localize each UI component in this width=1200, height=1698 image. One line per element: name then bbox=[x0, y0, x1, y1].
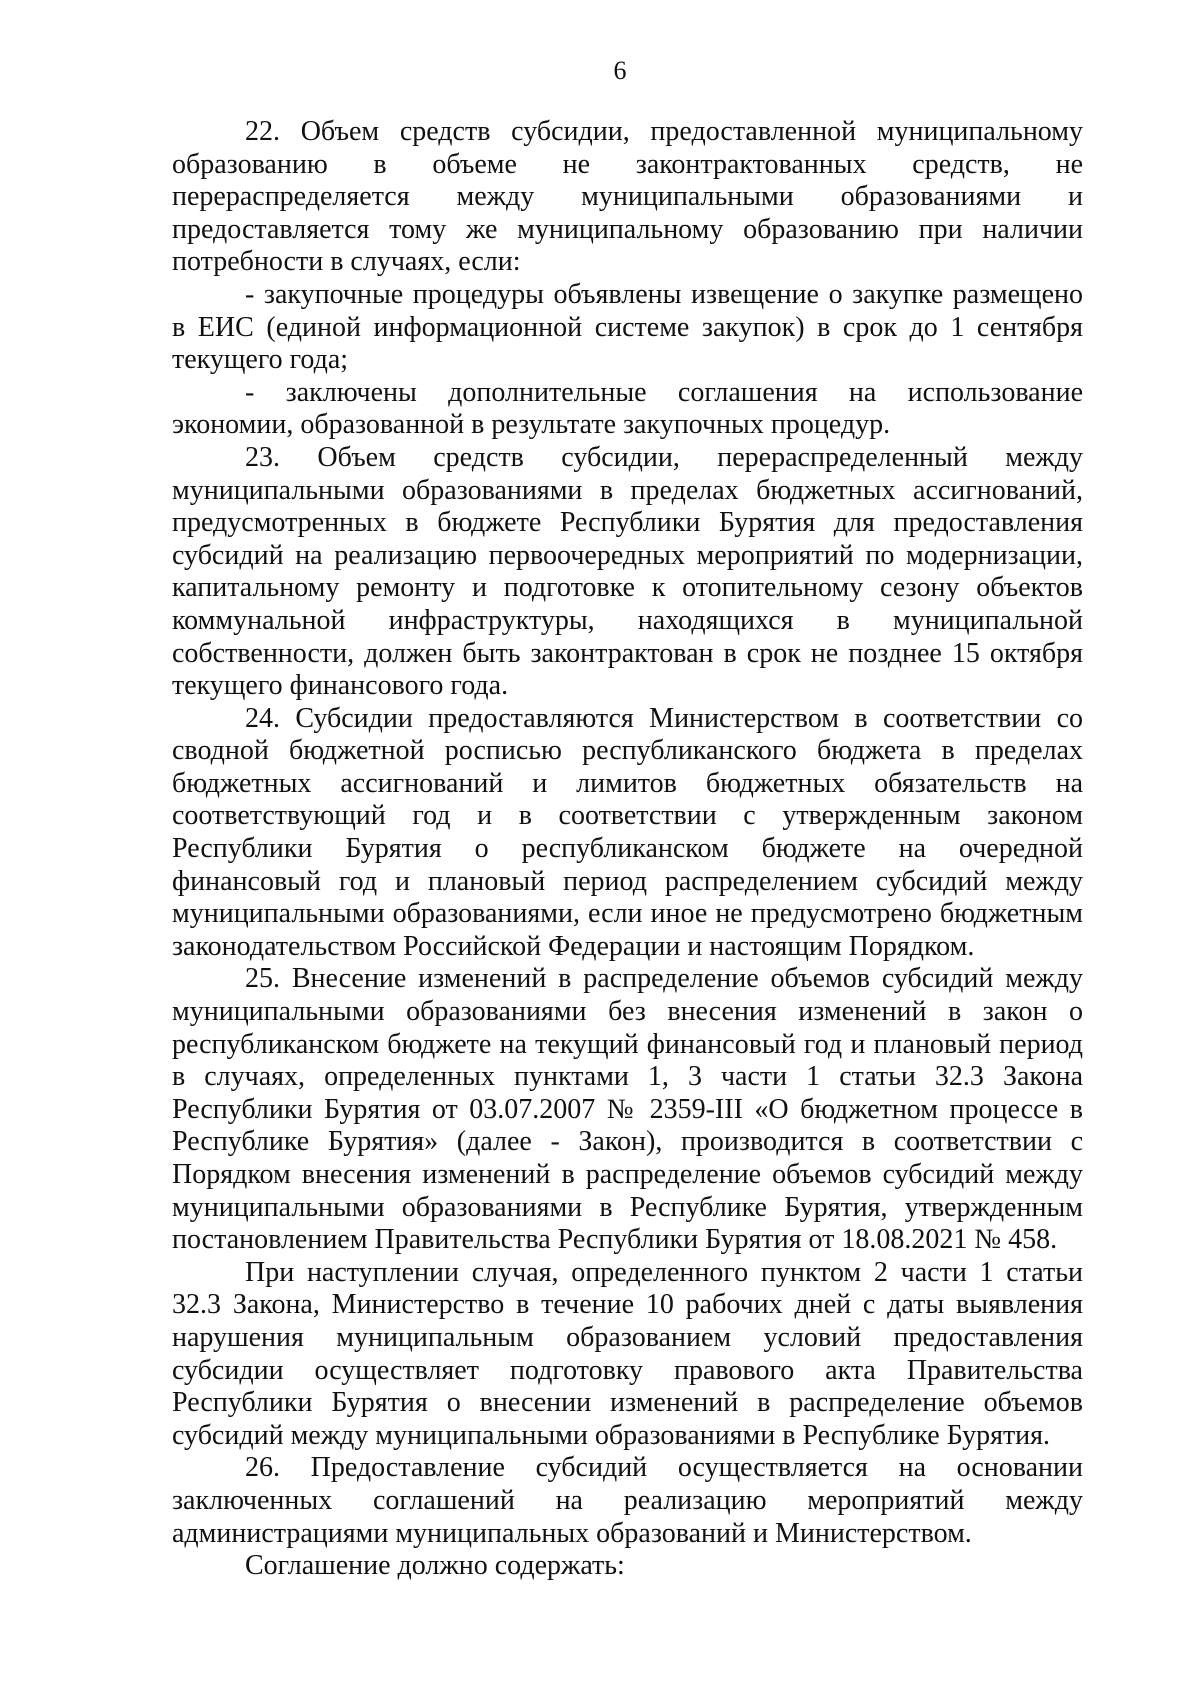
paragraph-24: 24. Субсидии предоставляются Министерством в соответствии со сводной бюджетной росписью республиканского бюджета в пределах бюджетных ассигнований и лимитов бюджетных обязательств на соответствующий год и в соответствии с утвержденным законом Республики Бурятия о республиканском бюджете на очередной финансовый год и плановый период распределением субсидий между муниципальными образованиями, если иное не предусмотрено бюджетным законодательством Российской Федерации и настоящим Порядком. bbox=[172, 702, 1083, 962]
list-item-procurement: - закупочные процедуры объявлены извещение о закупке размещено в ЕИС (единой информационной системе закупок) в срок до 1 сентября текущего года; bbox=[172, 278, 1083, 376]
paragraph-25: 25. Внесение изменений в распределение объемов субсидий между муниципальными образованиями без внесения изменений в закон о республиканском бюджете на текущий финансовый год и плановый период в случаях, определенных пунктами 1, 3 части 1 статьи 32.3 Закона Республики Бурятия от 03.07.2007 № 2359-III «О бюджетном процессе в Республике Бурятия» (далее - Закон), производится в соответствии с Порядком внесения изменений в распределение объемов субсидий между муниципальными образованиями в Республике Бурятия, утвержденным постановлением Правительства Республики Бурятия от 18.08.2021 № 458. bbox=[172, 963, 1083, 1256]
page-number: 6 bbox=[613, 56, 627, 85]
paragraph-agreement-contents: Соглашение должно содержать: bbox=[245, 1550, 625, 1582]
paragraph-22: 22. Объем средств субсидии, предоставленной муниципальному образованию в объеме не законтрактованных средств, не перераспределяется между муниципальными образованиями и предоставляется тому же муниципальному образованию при наличии потребности в случаях, если: bbox=[172, 116, 1083, 278]
paragraph-25-continuation: При наступлении случая, определенного пунктом 2 части 1 статьи 32.3 Закона, Министерство в течение 10 рабочих дней с даты выявления нарушения муниципальным образованием условий предоставления субсидии осуществляет подготовку правового акта Правительства Республики Бурятия о внесении изменений в распределение объемов субсидий между муниципальными образованиями в Республике Бурятия. bbox=[172, 1256, 1083, 1451]
paragraph-23: 23. Объем средств субсидии, перераспределенный между муниципальными образованиями в пределах бюджетных ассигнований, предусмотренных в бюджете Республики Бурятия для предоставления субсидий на реализацию первоочередных мероприятий по модернизации, капитальному ремонту и подготовке к отопительному сезону объектов коммунальной инфраструктуры, находящихся в муниципальной собственности, должен быть законтрактован в срок не позднее 15 октября текущего финансового года. bbox=[172, 441, 1083, 702]
paragraph-26: 26. Предоставление субсидий осуществляется на основании заключенных соглашений на реализацию мероприятий между администрациями муниципальных образований и Министерством. bbox=[172, 1452, 1083, 1549]
list-item-agreements: - заключены дополнительные соглашения на использование экономии, образованной в результате закупочных процедур. bbox=[172, 376, 1083, 441]
document-body bbox=[172, 116, 1083, 1583]
